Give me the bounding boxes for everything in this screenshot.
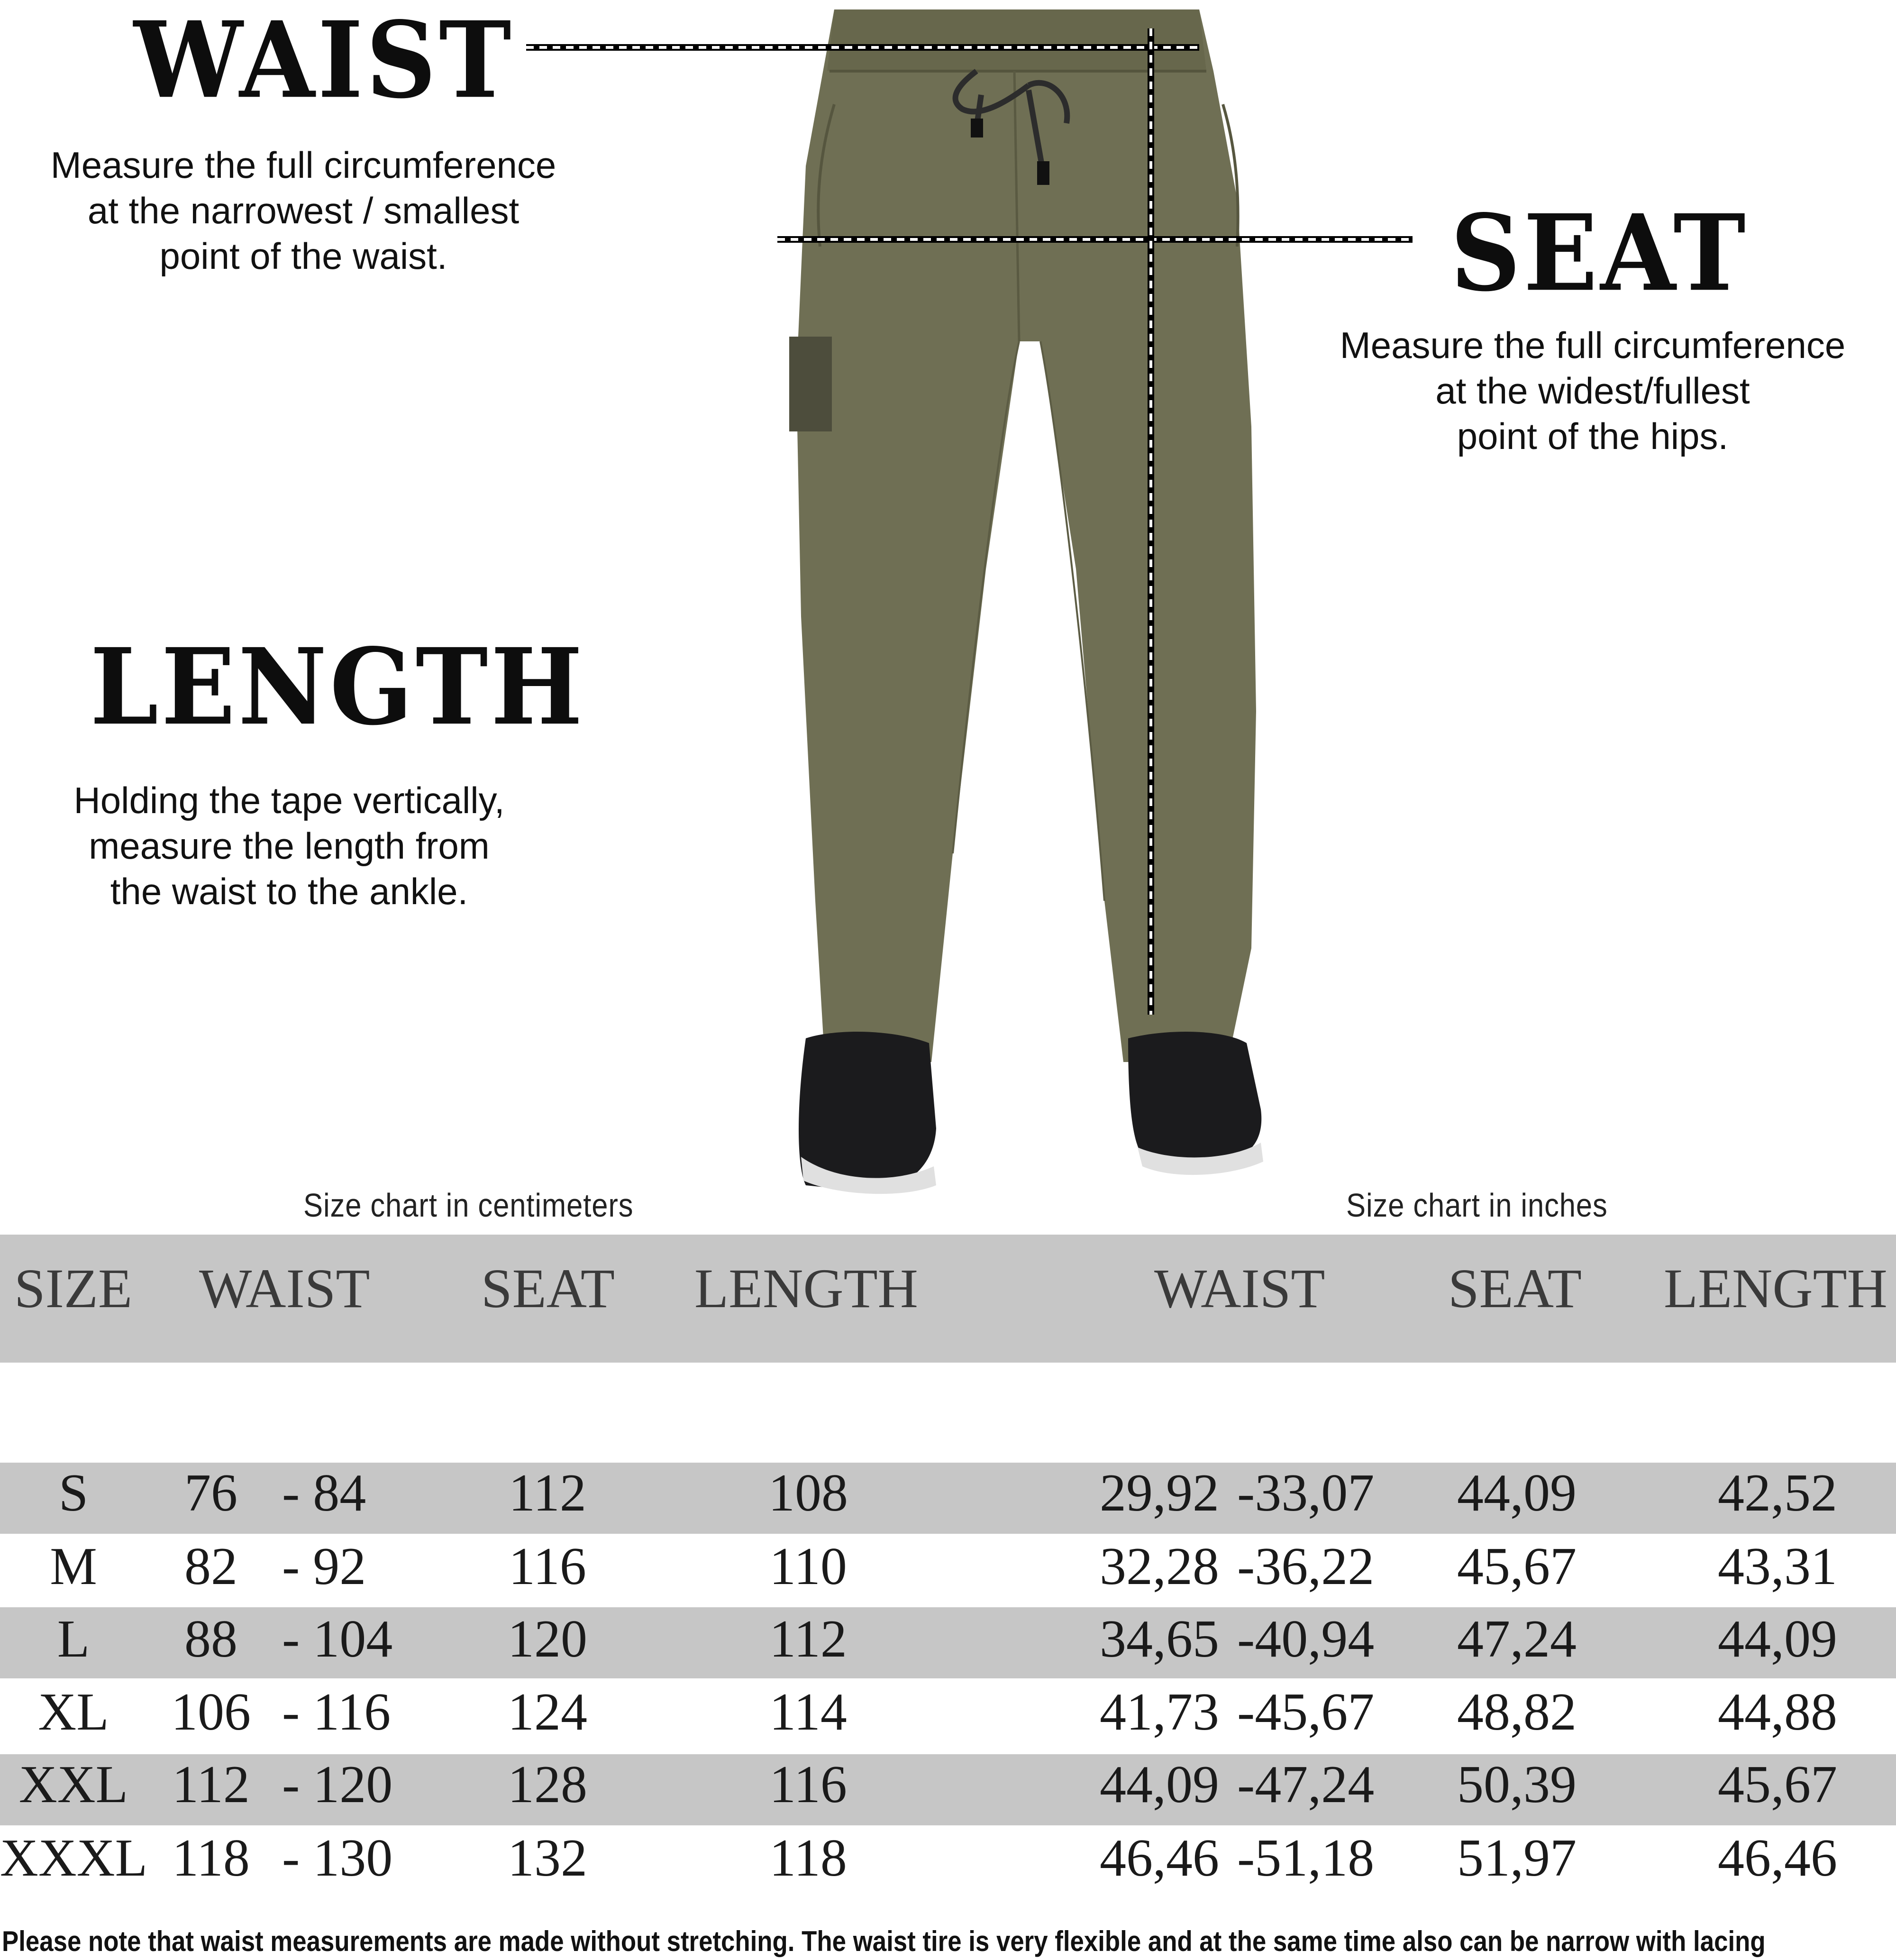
cell-waist-cm-min: 88	[184, 1610, 237, 1668]
caption-centimeters: Size chart in centimeters	[303, 1187, 634, 1224]
cell-waist-cm-max: - 84	[282, 1464, 366, 1522]
cell-seat-cm: 132	[508, 1829, 587, 1887]
waist-desc-line: at the narrowest / smallest	[87, 190, 520, 231]
waist-title: WAIST	[134, 0, 514, 122]
cell-waist-in-max: -45,67	[1237, 1683, 1375, 1741]
seat-desc-line: point of the hips.	[1457, 415, 1729, 457]
cell-seat-cm: 120	[508, 1610, 587, 1668]
cell-seat-cm: 116	[509, 1537, 586, 1596]
length-title: LENGTH	[90, 626, 586, 749]
cell-waist-cm-max: - 116	[282, 1683, 391, 1741]
cell-waist-cm-max: - 104	[282, 1610, 393, 1668]
cell-seat-in: 51,97	[1457, 1829, 1577, 1887]
cell-waist-in-max: -36,22	[1237, 1537, 1375, 1596]
cell-length-cm: 118	[769, 1829, 847, 1887]
cell-length-cm: 114	[769, 1683, 847, 1741]
cell-seat-cm: 128	[508, 1755, 587, 1814]
header-length-cm: LENGTH	[694, 1257, 918, 1319]
cell-seat-cm: 124	[508, 1683, 587, 1741]
cell-waist-cm-min: 112	[172, 1755, 250, 1814]
caption-inches: Size chart in inches	[1346, 1187, 1608, 1224]
cell-length-in: 43,31	[1718, 1537, 1837, 1596]
cell-size: M	[50, 1537, 97, 1596]
cell-waist-cm-max: - 92	[282, 1537, 366, 1596]
cell-length-cm: 108	[768, 1464, 848, 1522]
cell-seat-in: 47,24	[1457, 1610, 1577, 1668]
pants-garment	[789, 9, 1256, 1062]
cell-waist-in-min: 32,28	[1100, 1537, 1219, 1596]
cell-waist-in-min: 41,73	[1100, 1683, 1219, 1741]
header-waist-in: WAIST	[1154, 1257, 1325, 1319]
seat-desc-line: Measure the full circumference	[1340, 324, 1846, 366]
cell-waist-cm-min: 82	[184, 1537, 237, 1596]
cell-waist-cm-max: - 120	[282, 1755, 393, 1814]
cell-waist-cm-min: 118	[172, 1829, 250, 1887]
cell-size: XL	[38, 1683, 109, 1741]
left-shoe	[799, 1032, 936, 1194]
waist-desc-line: point of the waist.	[159, 235, 447, 277]
seat-title: SEAT	[1450, 192, 1749, 315]
cell-seat-in: 50,39	[1457, 1755, 1577, 1814]
header-seat-in: SEAT	[1448, 1257, 1582, 1319]
cell-length-in: 42,52	[1718, 1464, 1837, 1522]
length-desc-line: the waist to the ankle.	[110, 870, 468, 912]
waist-desc-line: Measure the full circumference	[50, 144, 556, 186]
cell-waist-in-min: 29,92	[1100, 1464, 1219, 1522]
cell-seat-in: 45,67	[1457, 1537, 1577, 1596]
cell-waist-cm-min: 106	[171, 1683, 251, 1741]
cell-waist-in-min: 44,09	[1100, 1755, 1219, 1814]
header-seat-cm: SEAT	[481, 1257, 615, 1319]
header-length-in: LENGTH	[1664, 1257, 1887, 1319]
cell-length-cm: 116	[769, 1755, 847, 1814]
cell-waist-in-max: -51,18	[1237, 1829, 1375, 1887]
cell-length-in: 44,09	[1718, 1610, 1837, 1668]
footer-note: Please note that waist measurements are made without stretching. The waist tire is very flexible and at the same time also can be narrow with lacing	[2, 1925, 1766, 1957]
cell-waist-in-max: -40,94	[1237, 1610, 1375, 1668]
cell-waist-cm-max: - 130	[282, 1829, 393, 1887]
cell-size: XXXL	[0, 1829, 148, 1887]
cell-waist-in-min: 46,46	[1100, 1829, 1219, 1887]
seat-desc-line: at the widest/fullest	[1435, 370, 1750, 412]
cell-size: XXL	[18, 1755, 128, 1814]
length-desc-line: Holding the tape vertically,	[73, 779, 505, 821]
cell-seat-in: 44,09	[1457, 1464, 1577, 1522]
header-waist-cm: WAIST	[199, 1257, 370, 1319]
length-desc-line: measure the length from	[89, 825, 490, 867]
cell-length-cm: 110	[769, 1537, 847, 1596]
cell-waist-in-max: -33,07	[1237, 1464, 1375, 1522]
cell-length-in: 46,46	[1718, 1829, 1837, 1887]
right-shoe	[1128, 1032, 1263, 1175]
cell-size: S	[58, 1464, 89, 1522]
cell-seat-in: 48,82	[1457, 1683, 1577, 1741]
cell-waist-cm-min: 76	[184, 1464, 237, 1522]
cell-waist-in-max: -47,24	[1237, 1755, 1375, 1814]
cell-waist-in-min: 34,65	[1100, 1610, 1219, 1668]
cell-length-in: 45,67	[1718, 1755, 1837, 1814]
cell-length-cm: 112	[769, 1610, 847, 1668]
cell-size: L	[57, 1610, 90, 1668]
cell-seat-cm: 112	[509, 1464, 586, 1522]
header-size: SIZE	[14, 1257, 133, 1319]
cell-length-in: 44,88	[1718, 1683, 1837, 1741]
